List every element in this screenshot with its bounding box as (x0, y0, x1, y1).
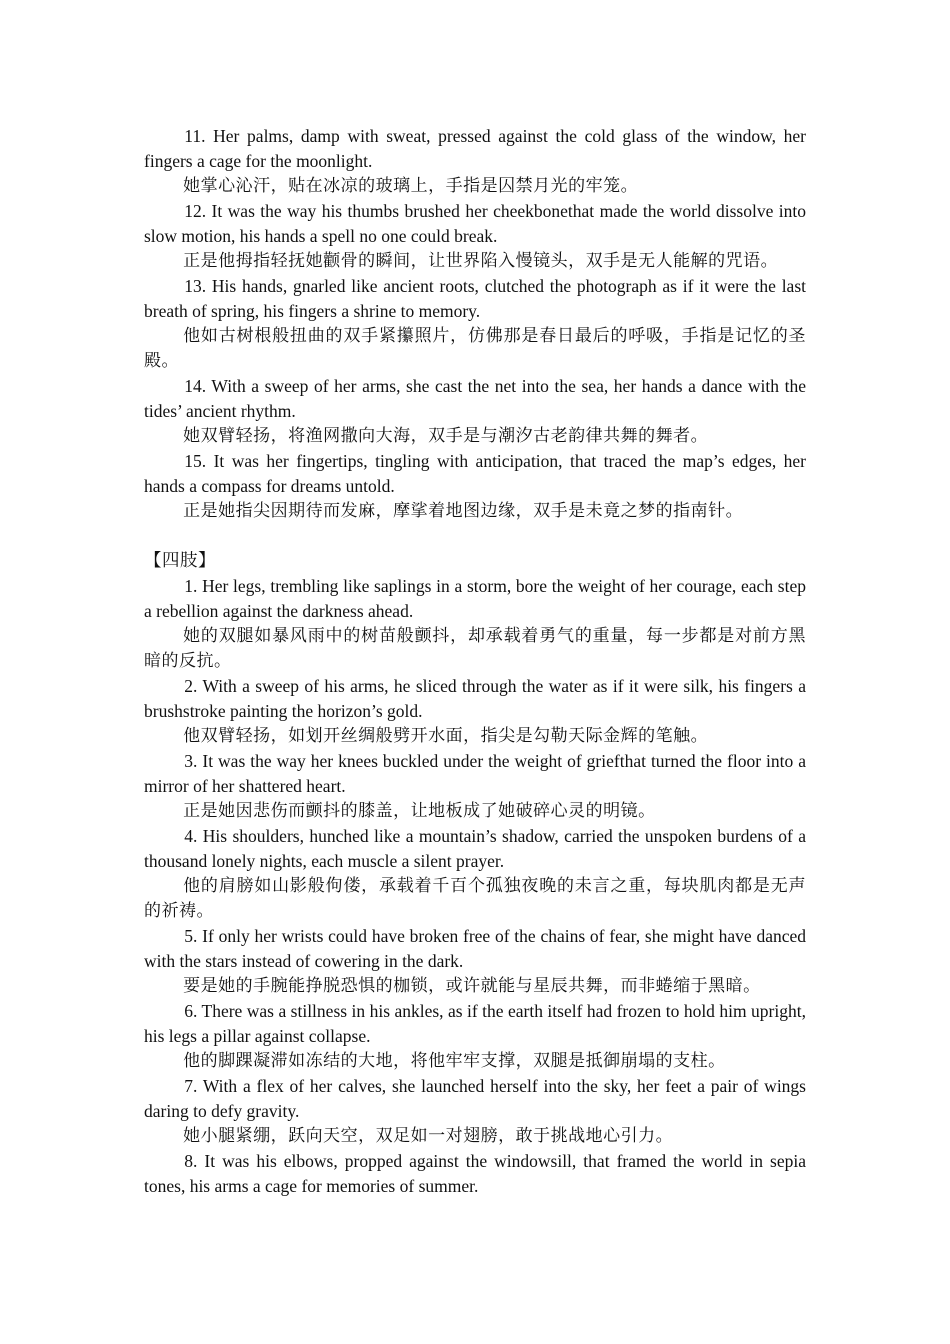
sentence-en: 5. If only her wrists could have broken free of the chains of fear, she might have danced with the stars instead of cowering in the dark. (144, 926, 806, 971)
sentence-en: 14. With a sweep of her arms, she cast the net into the sea, her hands a dance with the tides’ ancient rhythm. (144, 376, 806, 421)
sentence-en: 12. It was the way his thumbs brushed her cheekbonethat made the world dissolve into slow motion, his hands a spell no one could break. (144, 201, 806, 246)
sentence-zh: 他双臂轻扬，如划开丝绸般劈开水面，指尖是勾勒天际金辉的笔触。 (183, 726, 709, 746)
sentence-en: 1. Her legs, trembling like saplings in a storm, bore the weight of her courage, each step a rebellion against the darkness ahead. (144, 576, 806, 621)
sentence-en: 2. With a sweep of his arms, he sliced through the water as if it were silk, his fingers a brushstroke painting the horizon’s gold. (144, 676, 806, 721)
sentence-zh: 他的脚踝凝滞如冻结的大地，将他牢牢支撑，双腿是抵御崩塌的支柱。 (183, 1051, 726, 1071)
sentence-zh: 她双臂轻扬，将渔网撒向大海，双手是与潮汐古老韵律共舞的舞者。 (183, 426, 709, 446)
sentence-zh: 她掌心沁汗，贴在冰凉的玻璃上，手指是囚禁月光的牢笼。 (183, 176, 639, 196)
document-page (144, 124, 806, 1199)
sentence-zh: 他的肩膀如山影般佝偻，承载着千百个孤独夜晚的未言之重，每块肌肉都是无声的祈祷。 (144, 876, 806, 921)
sentence-zh: 他如古树根般扭曲的双手紧攥照片，仿佛那是春日最后的呼吸，手指是记忆的圣殿。 (144, 326, 806, 371)
sentence-zh: 正是他拇指轻抚她颧骨的瞬间，让世界陷入慢镜头，双手是无人能解的咒语。 (183, 251, 779, 271)
sentence-zh: 正是她指尖因期待而发麻，摩挲着地图边缘，双手是未竟之梦的指南针。 (183, 501, 744, 521)
sentence-en: 7. With a flex of her calves, she launched herself into the sky, her feet a pair of wings daring to defy gravity. (144, 1076, 806, 1121)
sentence-en: 3. It was the way her knees buckled under the weight of griefthat turned the floor into a mirror of her shattered heart. (144, 751, 806, 796)
sentence-zh: 她小腿紧绷，跃向天空，双足如一对翅膀，敢于挑战地心引力。 (183, 1126, 674, 1146)
sentence-en: 15. It was her fingertips, tingling with anticipation, that traced the map’s edges, her hands a compass for dreams untold. (144, 451, 806, 496)
sentence-en: 13. His hands, gnarled like ancient roots, clutched the photograph as if it were the last breath of spring, his fingers a shrine to memory. (144, 276, 806, 321)
sentence-en: 11. Her palms, damp with sweat, pressed against the cold glass of the window, her fingers a cage for the moonlight. (144, 126, 806, 171)
sentence-en: 8. It was his elbows, propped against the windowsill, that framed the world in sepia tones, his arms a cage for memories of summer. (144, 1151, 806, 1196)
sentence-zh: 她的双腿如暴风雨中的树苗般颤抖，却承载着勇气的重量，每一步都是对前方黑暗的反抗。 (144, 626, 806, 671)
sentence-zh: 正是她因悲伤而颤抖的膝盖，让地板成了她破碎心灵的明镜。 (183, 801, 656, 821)
sentence-en: 4. His shoulders, hunched like a mountain’s shadow, carried the unspoken burdens of a thousand lonely nights, each muscle a silent prayer. (144, 826, 806, 871)
section-gap (144, 524, 806, 549)
sentence-zh: 要是她的手腕能挣脱恐惧的枷锁，或许就能与星辰共舞，而非蜷缩于黑暗。 (183, 976, 761, 996)
sentence-en: 6. There was a stillness in his ankles, as if the earth itself had frozen to hold him upright, his legs a pillar against collapse. (144, 1001, 806, 1046)
section-heading-limbs: 【四肢】 (144, 551, 216, 571)
